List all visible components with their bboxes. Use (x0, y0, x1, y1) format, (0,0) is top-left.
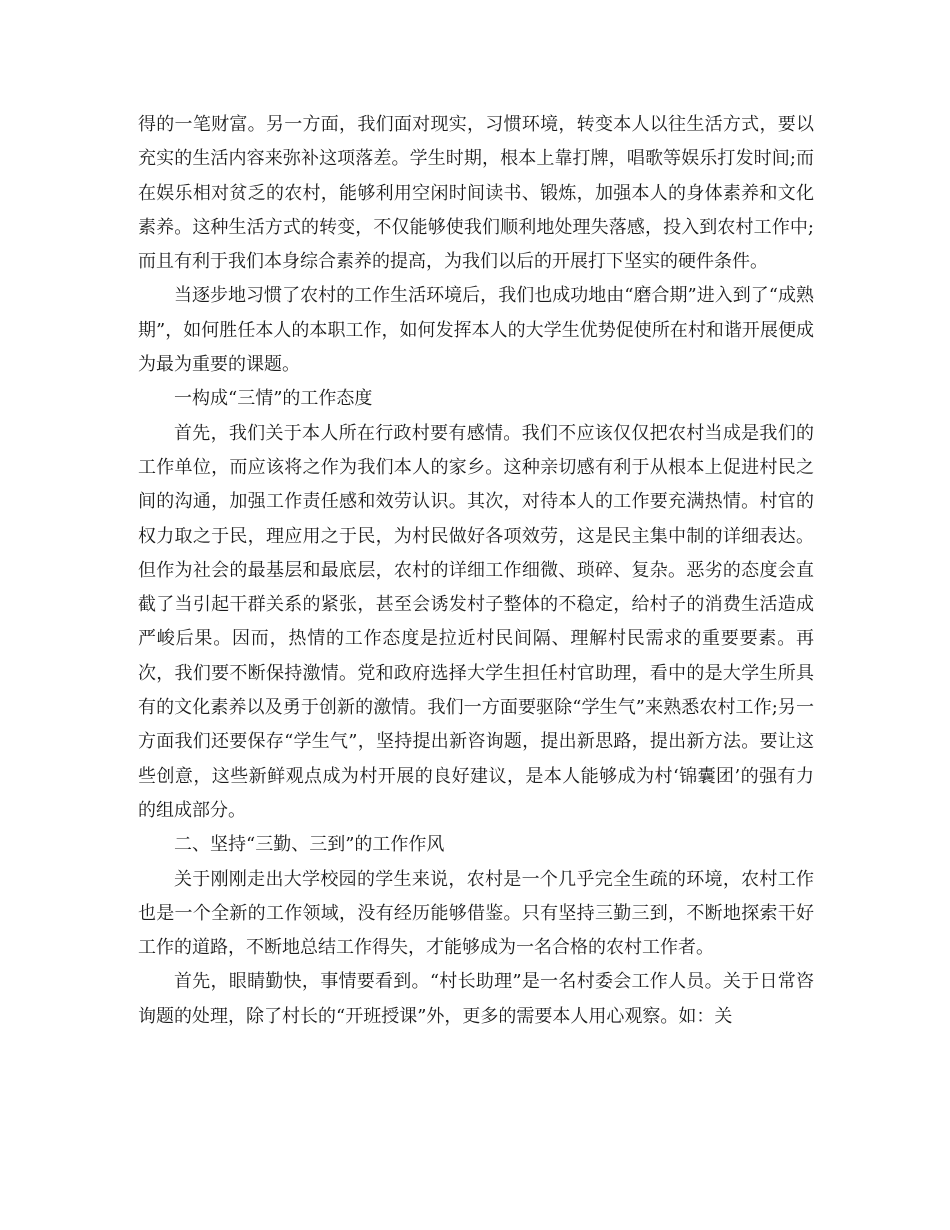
paragraph: 当逐步地习惯了农村的工作生活环境后，我们也成功地由“磨合期”进入到了“成熟期”，如何胜任本人的本职工作，如何发挥本人的大学生优势促使所在村和谐开展便成为最为重要的课题。 (138, 285, 814, 376)
paragraph: 得的一笔财富。另一方面，我们面对现实，习惯环境，转变本人以往生活方式，要以充实的生活内容来弥补这项落差。学生时期，根本上靠打牌，唱歌等娱乐打发时间;而在娱乐相对贫乏的农村，能够利用空闲时间读书、锻炼，加强本人的身体素养和文化素养。这种生活方式的转变，不仅能够使我们顺利地处理失落感，投入到农村工作中;而且有利于我们本身综合素养的提高，为我们以后的开展打下坚实的硬件条件。 (138, 114, 814, 273)
section-heading: 一构成“三情”的工作态度 (174, 388, 373, 410)
section-heading: 二、坚持“三勤、三到”的工作作风 (174, 834, 445, 856)
paragraph: 首先，我们关于本人所在行政村要有感情。我们不应该仅仅把农村当成是我们的工作单位，而应该将之作为我们本人的家乡。这种亲切感有利于从根本上促进村民之间的沟通，加强工作责任感和效劳认识。其次，对待本人的工作要充满热情。村官的权力取之于民，理应用之于民，为村民做好各项效劳，这是民主集中制的详细表达。但作为社会的最基层和最底层，农村的详细工作细微、琐碎、复杂。恶劣的态度会直截了当引起干群关系的紧张，甚至会诱发村子整体的不稳定，给村子的消费生活造成严峻后果。因而，热情的工作态度是拉近村民间隔、理解村民需求的重要要素。再次，我们要不断保持激情。党和政府选择大学生担任村官助理，看中的是大学生所具有的文化素养以及勇于创新的激情。我们一方面要驱除“学生气”来熟悉农村工作;另一方面我们还要保存“学生气”，坚持提出新咨询题，提出新思路，提出新方法。要让这些创意，这些新鲜观点成为村开展的良好建议，是本人能够成为村‘锦囊团’的强有力的组成部分。 (138, 422, 814, 821)
paragraph: 首先，眼睛勤快，事情要看到。“村长助理”是一名村委会工作人员。关于日常咨询题的处理，除了村长的“开班授课”外，更多的需要本人用心观察。如：关 (138, 971, 814, 1027)
document-page (138, 108, 814, 1034)
paragraph: 关于刚刚走出大学校园的学生来说，农村是一个几乎完全生疏的环境，农村工作也是一个全新的工作领域，没有经历能够借鉴。只有坚持三勤三到，不断地探索干好工作的道路，不断地总结工作得失，才能够成为一名合格的农村工作者。 (138, 868, 814, 959)
